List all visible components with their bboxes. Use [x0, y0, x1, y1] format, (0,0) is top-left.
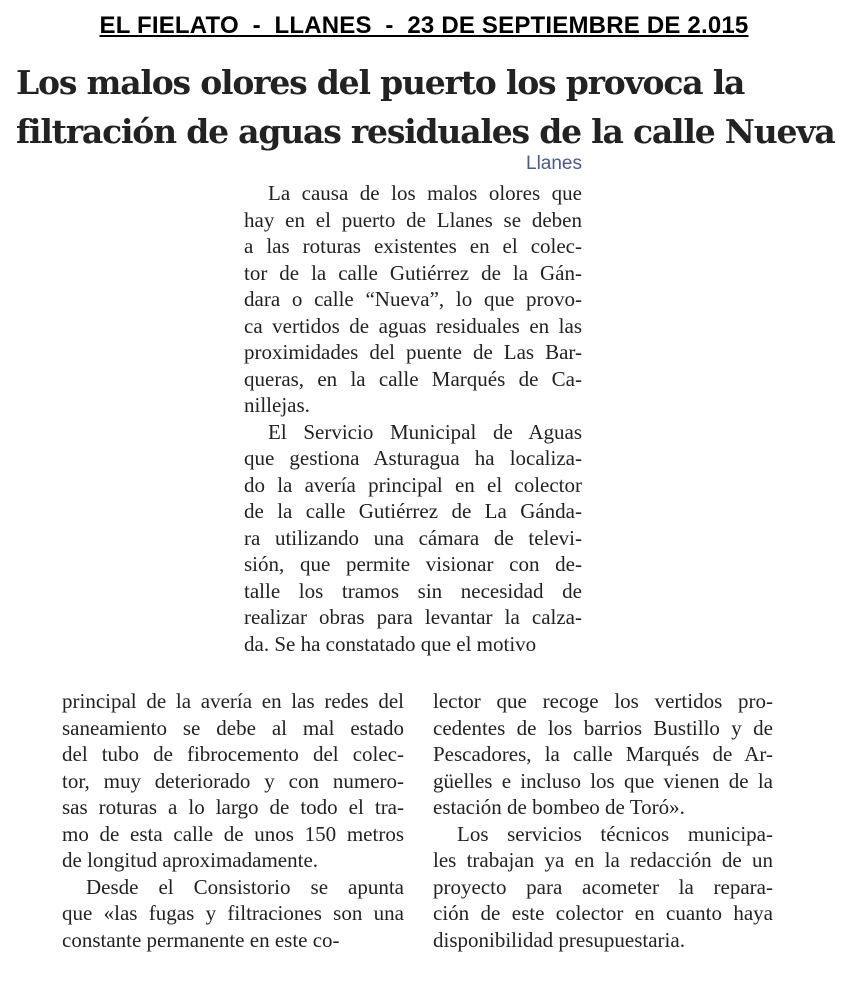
text-line: cedentes de los barrios Bustillo y de — [433, 715, 773, 740]
text-line: Desde el Consistorio se apunta — [86, 874, 404, 899]
text-line: estación de bombeo de Toró». — [433, 795, 685, 819]
text-line: sión, que permite visionar con de- — [244, 552, 582, 576]
masthead: EL FIELATO - LLANES - 23 DE SEPTIEMBRE DE 2.015 — [99, 12, 749, 39]
text-line: proximidades del puente de Las Bar- — [244, 340, 582, 364]
text-line: proyecto para acometer la repara- — [433, 874, 773, 899]
headline — [16, 58, 846, 156]
text-line: del tubo de fibrocemento del colec- — [62, 742, 404, 766]
text-line: mo de esta calle de unos 150 metros — [62, 821, 404, 846]
text-line: constante permanente en este co- — [62, 927, 340, 952]
text-line: da. Se ha constatado que el motivo — [244, 631, 537, 656]
article-column-3 — [433, 688, 773, 953]
article-column-1 — [244, 180, 582, 657]
text-line: talle los tramos sin necesidad de — [244, 578, 582, 603]
text-line: queras, en la calle Marqués de Ca- — [244, 366, 582, 391]
text-line: realizar obras para levantar la calza- — [244, 605, 582, 629]
text-line: lector que recoge los vertidos pro- — [433, 689, 773, 713]
text-line: La causa de los malos olores que — [268, 181, 582, 205]
text-line: El Servicio Municipal de Aguas — [268, 419, 582, 444]
headline-line: filtración de aguas residuales de la calle Nueva — [16, 112, 835, 151]
text-line: tor, muy deteriorado y con numero- — [62, 768, 404, 793]
text-line: sas roturas a lo largo de todo el tra- — [62, 795, 404, 819]
text-line: Pescadores, la calle Marqués de Ar- — [433, 742, 773, 766]
article-column-2 — [62, 688, 404, 953]
text-line: güelles e incluso los que vienen de la — [433, 768, 773, 793]
text-line: saneamiento se debe al mal estado — [62, 715, 404, 740]
text-line: do la avería principal en el colector — [244, 472, 582, 497]
text-line: hay en el puerto de Llanes se deben — [244, 207, 582, 232]
text-line: dara o calle “Nueva”, lo que provo- — [244, 287, 582, 311]
text-line: que «las fugas y filtraciones son una — [62, 901, 404, 925]
text-line: ción de este colector en cuanto haya — [433, 901, 773, 925]
text-line: disponibilidad presupuestaria. — [433, 927, 685, 952]
text-line: a las roturas existentes en el colec- — [244, 234, 582, 258]
text-line: de longitud aproximadamente. — [62, 848, 319, 872]
text-line: nillejas. — [244, 393, 310, 417]
text-line: Los servicios técnicos municipa- — [457, 821, 773, 846]
headline-line: Los malos olores del puerto los provoca la — [16, 63, 745, 102]
text-line: que gestiona Asturagua ha localiza- — [244, 446, 582, 470]
text-line: les trabajan ya en la redacción de un — [433, 848, 773, 872]
text-line: ca vertidos de aguas residuales en las — [244, 313, 582, 338]
text-line: ra utilizando una cámara de televi- — [244, 525, 582, 550]
text-line: de la calle Gutiérrez de La Gánda- — [244, 499, 582, 523]
text-line: principal de la avería en las redes del — [62, 689, 404, 713]
text-line: tor de la calle Gutiérrez de la Gán- — [244, 260, 582, 285]
place-label: Llanes — [526, 153, 582, 174]
